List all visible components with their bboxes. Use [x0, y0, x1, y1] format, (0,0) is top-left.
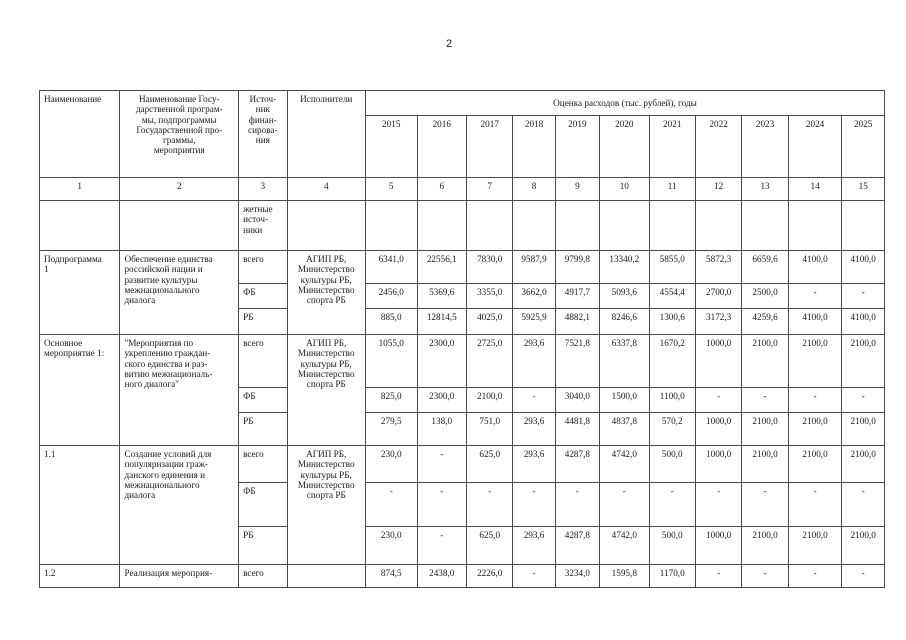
value-cell: -: [842, 483, 885, 527]
value-cell: 885,0: [365, 309, 417, 335]
header-funding-source: Источ- ник финан- сирова- ния: [239, 91, 287, 178]
value-cell: 4100,0: [788, 251, 842, 284]
value-cell: 2100,0: [842, 413, 885, 446]
value-cell: -: [842, 388, 885, 413]
value-cell: 2456,0: [365, 284, 417, 309]
source-cell: всего: [239, 565, 287, 588]
column-number: 5: [365, 178, 417, 201]
year-header: 2021: [649, 116, 695, 178]
value-cell: 4100,0: [842, 251, 885, 284]
value-cell: 4917,7: [555, 284, 599, 309]
row-title: Обеспечение единства российской нации и развитие культуры межнационального диалога: [120, 251, 239, 335]
column-number: 13: [742, 178, 788, 201]
value-cell: 2725,0: [467, 335, 513, 388]
value-cell: -: [742, 388, 788, 413]
value-cell: 2100,0: [742, 446, 788, 483]
value-cell: 3355,0: [467, 284, 513, 309]
value-cell: 3662,0: [513, 284, 555, 309]
value-cell: -: [417, 483, 467, 527]
value-cell: 9587,9: [513, 251, 555, 284]
year-header: 2015: [365, 116, 417, 178]
value-cell: 2300,0: [417, 388, 467, 413]
value-cell: 22556,1: [417, 251, 467, 284]
value-cell: 2100,0: [467, 388, 513, 413]
table-row: [40, 565, 885, 588]
table-row: [40, 446, 885, 483]
value-cell: -: [417, 527, 467, 565]
value-cell: 7521,8: [555, 335, 599, 388]
value-cell: -: [842, 565, 885, 588]
continuation-row: [40, 201, 885, 251]
column-number: 8: [513, 178, 555, 201]
year-header: 2018: [513, 116, 555, 178]
source-cell: РБ: [239, 413, 287, 446]
column-number: 7: [467, 178, 513, 201]
value-cell: 4100,0: [788, 309, 842, 335]
value-cell: 4882,1: [555, 309, 599, 335]
value-cell: 500,0: [649, 446, 695, 483]
value-cell: 4287,8: [555, 527, 599, 565]
value-cell: 293,6: [513, 335, 555, 388]
value-cell: 5855,0: [649, 251, 695, 284]
value-cell: -: [742, 483, 788, 527]
value-cell: -: [555, 483, 599, 527]
value-cell: 12814,5: [417, 309, 467, 335]
value-cell: 8246,6: [600, 309, 650, 335]
value-cell: 874,5: [365, 565, 417, 588]
year-header: 2016: [417, 116, 467, 178]
value-cell: -: [649, 483, 695, 527]
column-number: 14: [788, 178, 842, 201]
value-cell: 2100,0: [842, 335, 885, 388]
source-cell: ФБ: [239, 388, 287, 413]
value-cell: 230,0: [365, 527, 417, 565]
empty-cell: [120, 201, 239, 251]
empty-cell: [365, 201, 417, 251]
value-cell: -: [513, 483, 555, 527]
value-cell: -: [788, 483, 842, 527]
empty-cell: [417, 201, 467, 251]
value-cell: 4481,8: [555, 413, 599, 446]
column-number: 6: [417, 178, 467, 201]
value-cell: 6337,8: [600, 335, 650, 388]
source-cell: РБ: [239, 527, 287, 565]
value-cell: 625,0: [467, 527, 513, 565]
column-number: 2: [120, 178, 239, 201]
value-cell: 2500,0: [742, 284, 788, 309]
header-executors: Исполнители: [287, 91, 365, 178]
value-cell: 2100,0: [842, 527, 885, 565]
row-title: Реализация мероприя-: [120, 565, 239, 588]
year-header: 2020: [600, 116, 650, 178]
value-cell: 230,0: [365, 446, 417, 483]
row-title: Создание условий для популяризации граж- данского единения и межнационального диалога: [120, 446, 239, 565]
value-cell: 5369,6: [417, 284, 467, 309]
value-cell: 1055,0: [365, 335, 417, 388]
value-cell: 1000,0: [695, 527, 741, 565]
empty-cell: [649, 201, 695, 251]
column-number: 12: [695, 178, 741, 201]
value-cell: 13340,2: [600, 251, 650, 284]
table-row: [40, 335, 885, 388]
value-cell: 4287,8: [555, 446, 599, 483]
value-cell: 2100,0: [788, 446, 842, 483]
value-cell: 1670,2: [649, 335, 695, 388]
empty-cell: [600, 201, 650, 251]
value-cell: -: [842, 284, 885, 309]
row-executors: [287, 565, 365, 588]
value-cell: 2100,0: [788, 527, 842, 565]
value-cell: 500,0: [649, 527, 695, 565]
empty-cell: [695, 201, 741, 251]
header-program-name: Наименование Госу- дарственной програм- мы, подпрограммы Государственной про- граммы, мероприятия: [120, 91, 239, 178]
empty-cell: [842, 201, 885, 251]
header-row: [40, 91, 885, 116]
value-cell: 4025,0: [467, 309, 513, 335]
value-cell: 1500,0: [600, 388, 650, 413]
empty-cell: [513, 201, 555, 251]
row-name: 1.1: [40, 446, 120, 565]
value-cell: -: [467, 483, 513, 527]
value-cell: 1595,8: [600, 565, 650, 588]
header-estimate: Оценка расходов (тыс. рублей), годы: [365, 91, 884, 116]
row-name: Основное мероприятие 1:: [40, 335, 120, 446]
column-number: 3: [239, 178, 287, 201]
value-cell: 4554,4: [649, 284, 695, 309]
year-header: 2025: [842, 116, 885, 178]
value-cell: 6341,0: [365, 251, 417, 284]
row-name: Подпрограмма 1: [40, 251, 120, 335]
value-cell: 570,2: [649, 413, 695, 446]
column-number: 15: [842, 178, 885, 201]
value-cell: 2100,0: [788, 335, 842, 388]
year-header: 2024: [788, 116, 842, 178]
value-cell: -: [513, 565, 555, 588]
column-number: 10: [600, 178, 650, 201]
value-cell: 1300,6: [649, 309, 695, 335]
value-cell: -: [788, 284, 842, 309]
value-cell: 2226,0: [467, 565, 513, 588]
value-cell: 2700,0: [695, 284, 741, 309]
source-cell: всего: [239, 446, 287, 483]
value-cell: -: [742, 565, 788, 588]
value-cell: 3172,3: [695, 309, 741, 335]
row-executors: АГИП РБ, Министерство культуры РБ, Министерство спорта РБ: [287, 446, 365, 565]
empty-cell: [467, 201, 513, 251]
source-cell: ФБ: [239, 483, 287, 527]
value-cell: 4837,8: [600, 413, 650, 446]
row-executors: АГИП РБ, Министерство культуры РБ, Министерство спорта РБ: [287, 251, 365, 335]
value-cell: 2100,0: [788, 413, 842, 446]
value-cell: 825,0: [365, 388, 417, 413]
value-cell: 751,0: [467, 413, 513, 446]
value-cell: 4742,0: [600, 527, 650, 565]
value-cell: 1100,0: [649, 388, 695, 413]
value-cell: 5925,9: [513, 309, 555, 335]
empty-cell: [788, 201, 842, 251]
value-cell: -: [788, 565, 842, 588]
page-number: 2: [446, 38, 453, 50]
column-number: 1: [40, 178, 120, 201]
value-cell: -: [513, 388, 555, 413]
value-cell: 9799,8: [555, 251, 599, 284]
row-executors: АГИП РБ, Министерство культуры РБ, Министерство спорта РБ: [287, 335, 365, 446]
empty-cell: [742, 201, 788, 251]
value-cell: 2100,0: [842, 446, 885, 483]
column-number: 4: [287, 178, 365, 201]
value-cell: 5093,6: [600, 284, 650, 309]
value-cell: 4100,0: [842, 309, 885, 335]
value-cell: 1000,0: [695, 335, 741, 388]
value-cell: -: [600, 483, 650, 527]
year-header: 2019: [555, 116, 599, 178]
value-cell: 2100,0: [742, 413, 788, 446]
source-cell: всего: [239, 251, 287, 284]
value-cell: 2100,0: [742, 335, 788, 388]
year-header: 2017: [467, 116, 513, 178]
value-cell: 279,5: [365, 413, 417, 446]
empty-cell: [40, 201, 120, 251]
value-cell: 4742,0: [600, 446, 650, 483]
value-cell: 1000,0: [695, 446, 741, 483]
value-cell: 2438,0: [417, 565, 467, 588]
value-cell: 7830,0: [467, 251, 513, 284]
value-cell: 4259,6: [742, 309, 788, 335]
value-cell: 138,0: [417, 413, 467, 446]
value-cell: -: [695, 483, 741, 527]
value-cell: -: [695, 565, 741, 588]
table-row: [40, 251, 885, 284]
value-cell: 2300,0: [417, 335, 467, 388]
row-title: "Мероприятия по укреплению граждан- ского единства и раз- витию межнациональ- ного диалога": [120, 335, 239, 446]
header-name: Наименование: [40, 91, 120, 178]
value-cell: -: [365, 483, 417, 527]
year-header: 2023: [742, 116, 788, 178]
column-number: 9: [555, 178, 599, 201]
value-cell: 625,0: [467, 446, 513, 483]
value-cell: 293,6: [513, 413, 555, 446]
value-cell: 1170,0: [649, 565, 695, 588]
year-header: 2022: [695, 116, 741, 178]
empty-cell: [287, 201, 365, 251]
source-cell: жетные источ- ники: [239, 201, 287, 251]
value-cell: -: [695, 388, 741, 413]
row-name: 1.2: [40, 565, 120, 588]
source-cell: ФБ: [239, 284, 287, 309]
value-cell: 1000,0: [695, 413, 741, 446]
value-cell: 293,6: [513, 446, 555, 483]
source-cell: РБ: [239, 309, 287, 335]
value-cell: 293,6: [513, 527, 555, 565]
column-number-row: [40, 178, 885, 201]
value-cell: 6659,6: [742, 251, 788, 284]
value-cell: 3234,0: [555, 565, 599, 588]
value-cell: -: [417, 446, 467, 483]
value-cell: -: [788, 388, 842, 413]
empty-cell: [555, 201, 599, 251]
value-cell: 3040,0: [555, 388, 599, 413]
value-cell: 5872,3: [695, 251, 741, 284]
column-number: 11: [649, 178, 695, 201]
value-cell: 2100,0: [742, 527, 788, 565]
budget-table: [39, 90, 885, 588]
source-cell: всего: [239, 335, 287, 388]
